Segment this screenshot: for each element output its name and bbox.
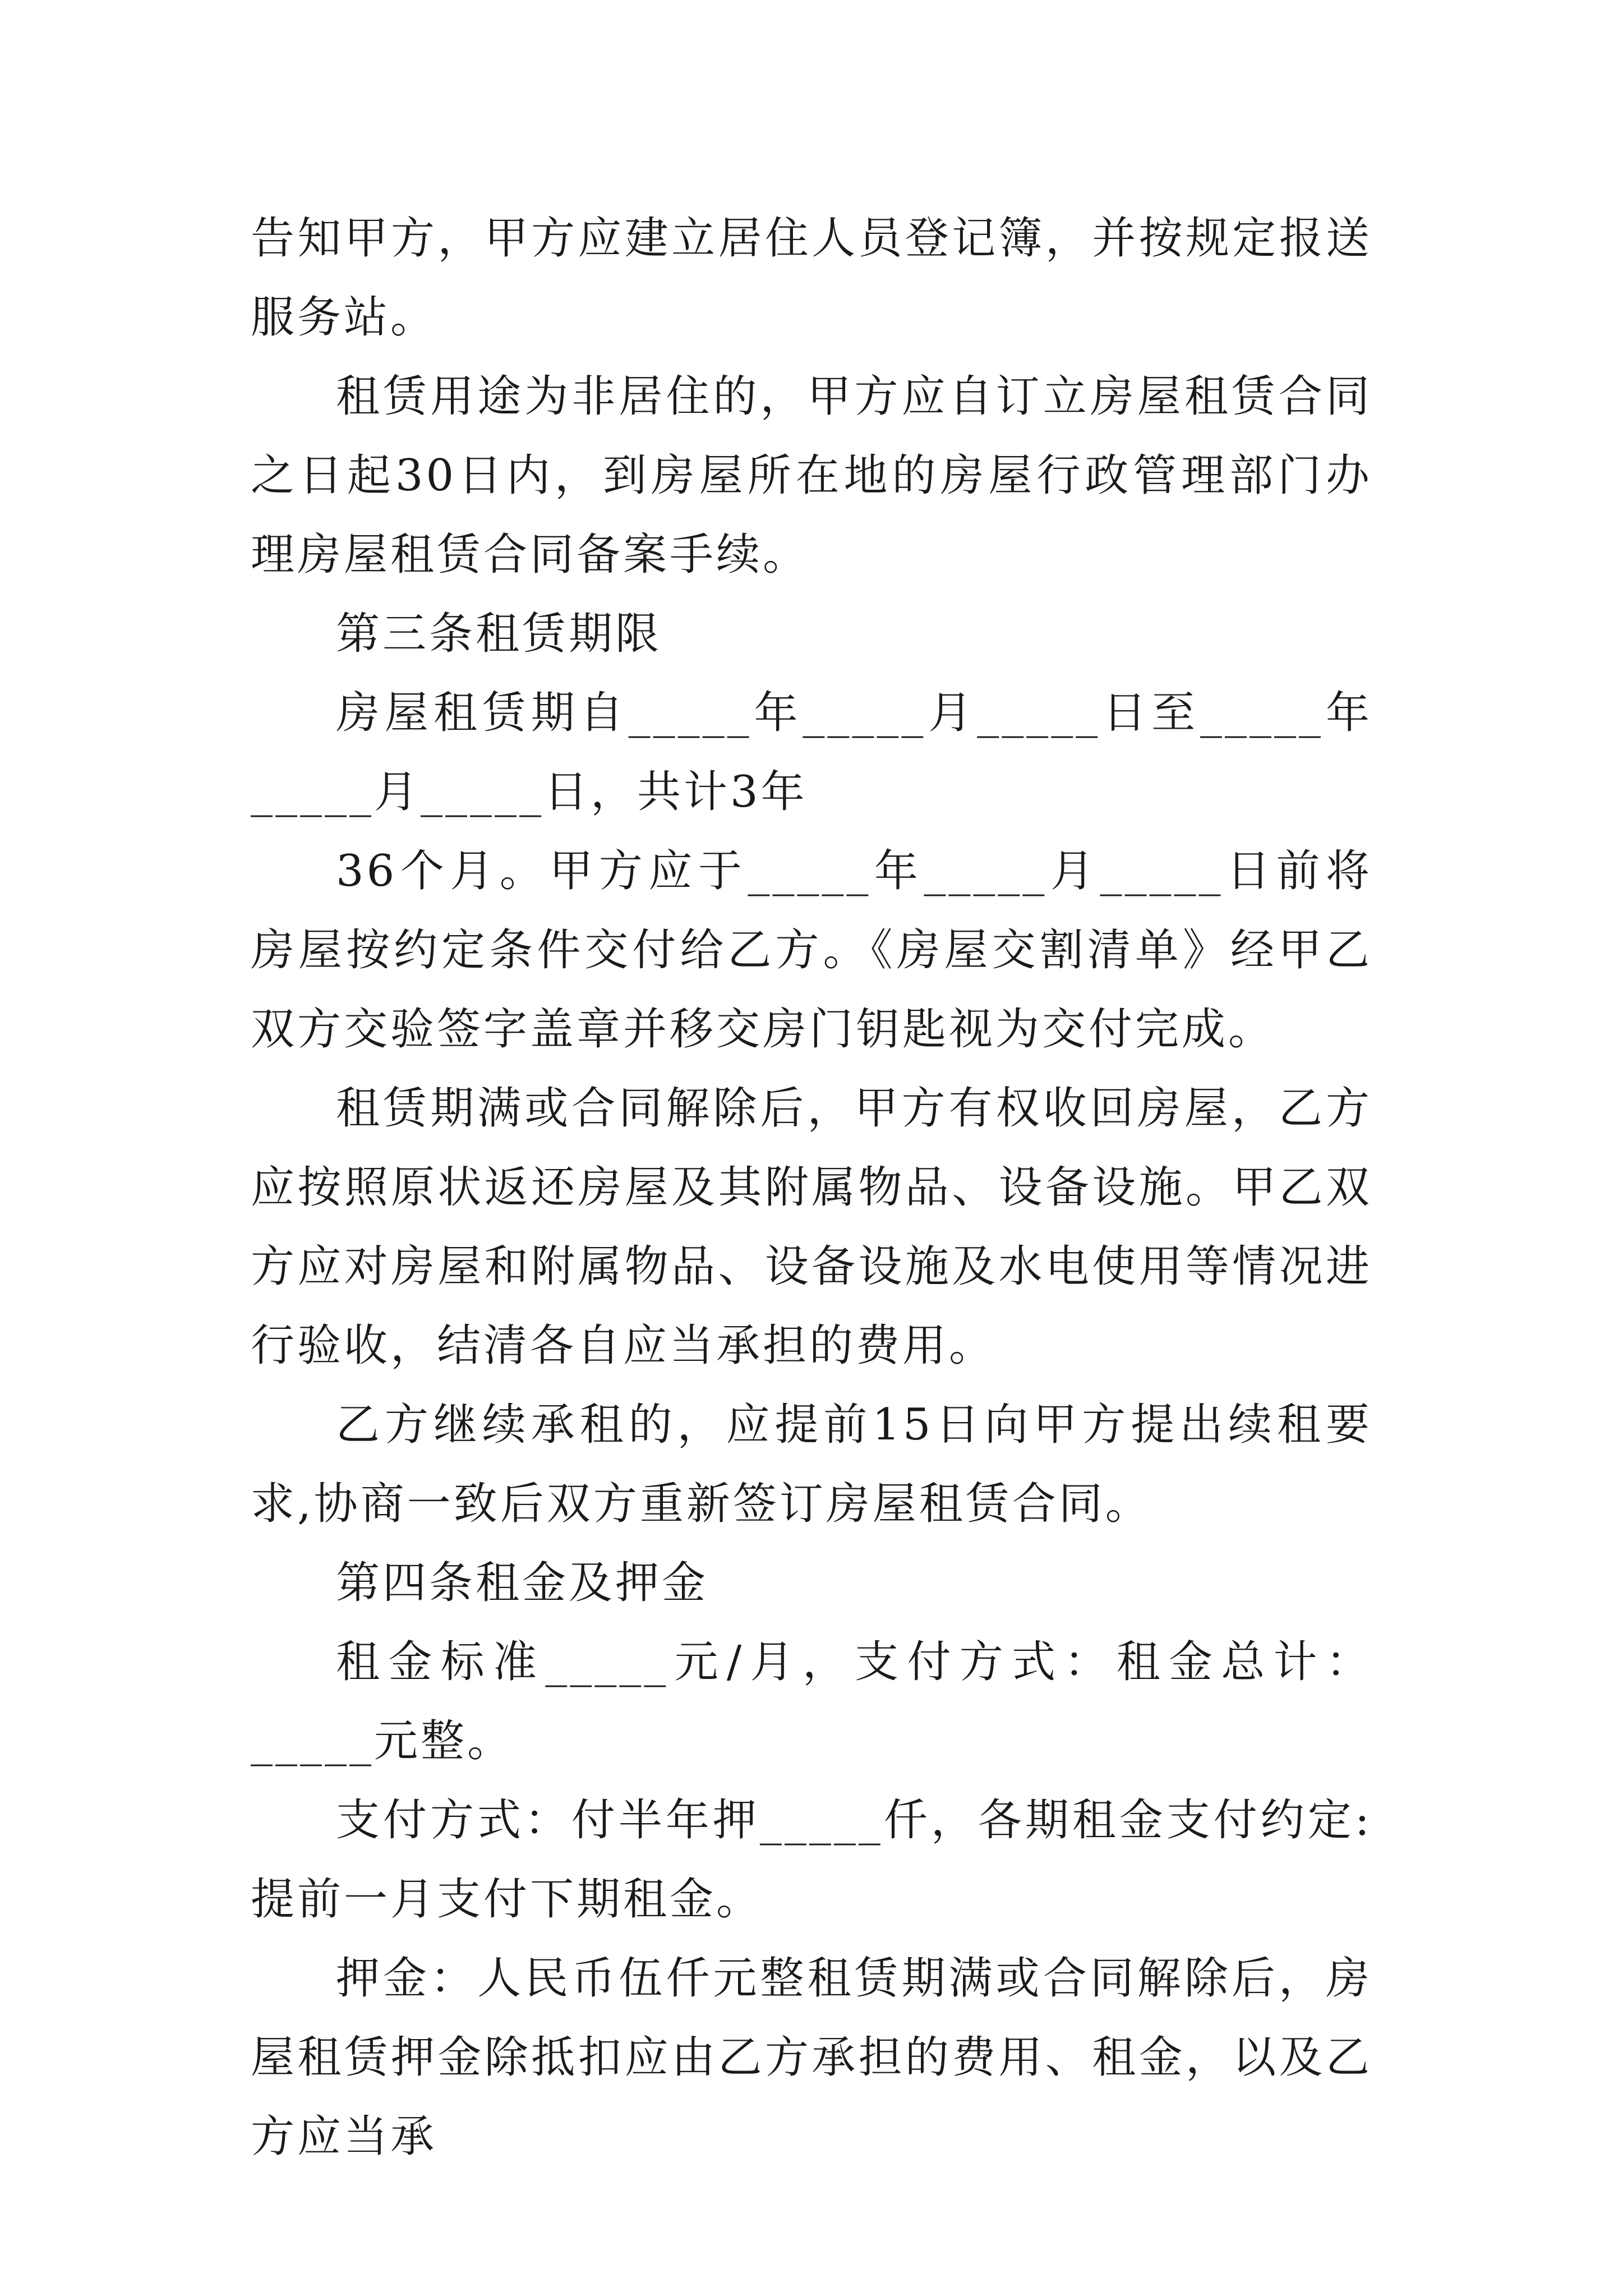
heading-article-3: 第三条租赁期限	[336, 609, 662, 659]
paragraph-rent-standard: 租金标准_____元/月，支付方式：租金总计：_____元整。	[251, 1637, 1372, 1766]
paragraph-deposit: 押金：人民币伍仟元整租赁期满或合同解除后，房屋租赁押金除抵扣应由乙方承担的费用、租金，以及乙方应当承	[251, 1953, 1372, 2162]
paragraph-residence-registration: 告知甲方，甲方应建立居住人员登记簿，并按规定报送服务站。	[251, 213, 1372, 343]
paragraph-lease-period: 房屋租赁期自_____年_____月_____日至_____年_____月_____日，共计3年	[251, 688, 1372, 817]
paragraph-renewal: 乙方继续承租的，应提前15日向甲方提出续租要求,协商一致后双方重新签订房屋租赁合同。	[251, 1400, 1372, 1529]
paragraph-payment-method: 支付方式：付半年押_____仟，各期租金支付约定:提前一月支付下期租金。	[251, 1795, 1372, 1925]
contract-text-block	[251, 199, 1372, 2177]
paragraph-filing-procedure: 租赁用途为非居住的，甲方应自订立房屋租赁合同之日起30日内，到房屋所在地的房屋行政管理部门办理房屋租赁合同备案手续。	[251, 371, 1372, 580]
paragraph-return-house: 租赁期满或合同解除后，甲方有权收回房屋，乙方应按照原状返还房屋及其附属物品、设备设施。甲乙双方应对房屋和附属物品、设备设施及水电使用等情况进行验收，结清各自应当承担的费用。	[251, 1083, 1372, 1371]
paragraph-delivery: 36个月。甲方应于_____年_____月_____日前将房屋按约定条件交付给乙方。《房屋交割清单》经甲乙双方交验签字盖章并移交房门钥匙视为交付完成。	[251, 846, 1372, 1055]
heading-article-4: 第四条租金及押金	[336, 1558, 709, 1608]
